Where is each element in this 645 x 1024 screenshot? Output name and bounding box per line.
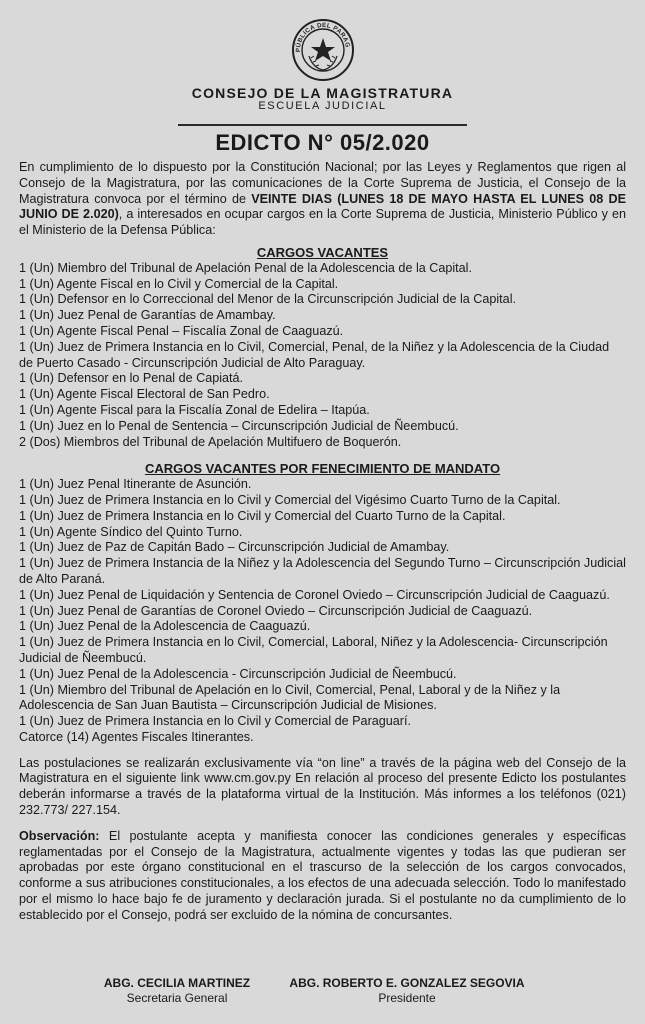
observacion-text: El postulante acepta y manifiesta conocer las condiciones generales y específicas reglamentadas por el Consejo de la Magistratura, actualmente vigentes y todas las que pudieran ser aprobadas por este órgano constitucional en el trascurso de la selección de los cargos convocados, conforme a sus atribuciones constitucionales, a los efectos de una adecuada selección. Todo lo manifestado por el mismo lo hace bajo fe de juramento y declaración jurada. Si el postulante no da cumplimiento de lo establecido por el Consejo, podrá ser excluido de la nómina de concursantes. [19, 828, 626, 922]
intro-text-start: En cumplimiento de lo dispuesto por la Constitución Nacional; por las Leyes y Reglamentos que rigen al Consejo de la Magistratura, por las comunicaciones de la Corte Suprema de Justicia, el Consejo de la Magistratura convoca por el término de [19, 160, 626, 206]
vacantes-mandato-title: CARGOS VACANTES POR FENECIMIENTO DE MANDATO [144, 461, 501, 477]
postulaciones-paragraph: Las postulaciones se realizarán exclusivamente vía “on line” a través de la página web del Consejo de la Magistratura en el siguiente link www.cm.gov.py En relación al proceso del presente Edicto los postulantes deberán informarse a través de la plataforma virtual de la Institución. Más informes a los teléfonos (021) 232.773/ 227.154. [19, 755, 626, 818]
list-item: 1 (Un) Defensor en lo Correccional del Menor de la Circunscripción Judicial de la Capital. [19, 292, 516, 307]
observacion-label: Observación: [19, 828, 100, 843]
list-item: 1 (Un) Miembro del Tribunal de Apelación en lo Civil, Comercial, Penal, Laboral y de la Niñez y la Adolescencia de San Juan Bautista – Circunscripción Judicial de Misiones. [19, 682, 561, 713]
republic-seal-icon [291, 18, 355, 82]
signature-secretary [82, 976, 272, 1005]
list-item: 1 (Un) Defensor en lo Penal de Capiatá. [19, 371, 244, 386]
signature-role: Presidente [378, 991, 436, 1005]
list-item: 1 (Un) Juez Penal de Garantías de Coronel Oviedo – Circunscripción Judicial de Caaguazú. [19, 603, 533, 618]
signature-name: ABG. ROBERTO E. GONZALEZ SEGOVIA [289, 976, 525, 990]
header-divider [178, 124, 467, 126]
signature-name: ABG. CECILIA MARTINEZ [103, 976, 251, 990]
list-item: 1 (Un) Agente Síndico del Quinto Turno. [19, 524, 243, 539]
list-item: 1 (Un) Juez Penal Itinerante de Asunción. [19, 477, 252, 492]
vacantes-title: CARGOS VACANTES [256, 244, 389, 260]
edict-title: EDICTO N° 05/2.020 [215, 130, 430, 155]
organization-division: ESCUELA JUDICIAL [258, 100, 387, 112]
list-item: Catorce (14) Agentes Fiscales Itinerantes. [19, 729, 254, 744]
vacantes-list [19, 261, 626, 451]
list-item: 1 (Un) Juez de Primera Instancia en lo Civil y Comercial de Paraguarí. [19, 714, 411, 729]
list-item: 1 (Un) Juez Penal de la Adolescencia - Circunscripción Judicial de Ñeembucú. [19, 666, 457, 681]
list-item: 1 (Un) Agente Fiscal para la Fiscalía Zonal de Edelira – Itapúa. [19, 402, 370, 417]
list-item: 1 (Un) Juez de Primera Instancia en lo Civil y Comercial del Vigésimo Cuarto Turno de la Capital. [19, 492, 561, 507]
list-item: 1 (Un) Agente Fiscal Electoral de San Pedro. [19, 387, 270, 402]
list-item: 1 (Un) Miembro del Tribunal de Apelación Penal de la Adolescencia de la Capital. [19, 260, 472, 275]
signature-role: Secretaria General [126, 991, 228, 1005]
list-item: 1 (Un) Agente Fiscal Penal – Fiscalía Zonal de Caaguazú. [19, 323, 344, 338]
list-item: 1 (Un) Juez Penal de Liquidación y Sentencia de Coronel Oviedo – Circunscripción Judicial de Caaguazú. [19, 587, 610, 602]
seal-text: PÚBLICA DEL PARAG [294, 21, 351, 53]
edict-body [19, 160, 626, 924]
intro-paragraph [19, 160, 626, 239]
list-item: 1 (Un) Juez de Primera Instancia en lo Civil, Comercial, Laboral, Niñez y la Adolescencia- Circunscripción Judicial de Ñeembucú. [19, 635, 608, 665]
observacion-paragraph [19, 829, 626, 924]
list-item: 1 (Un) Juez de Primera Instancia en lo Civil, Comercial, Penal, de la Niñez y la Adolescencia de la Ciudad de Puerto Casado - Circunscripción Judicial de Alto Paraguay. [19, 339, 610, 370]
list-item: 2 (Dos) Miembros del Tribunal de Apelación Multifuero de Boquerón. [19, 434, 402, 449]
list-item: 1 (Un) Juez Penal de la Adolescencia de Caaguazú. [19, 619, 311, 634]
list-item: 1 (Un) Juez Penal de Garantías de Amambay. [19, 308, 276, 323]
intro-text-end: , a interesados en ocupar cargos en la Corte Suprema de Justicia, Ministerio Público y en el Ministerio de la Defensa Pública: [19, 207, 626, 238]
list-item: 1 (Un) Juez en lo Penal de Sentencia – Circunscripción Judicial de Ñeembucú. [19, 418, 459, 433]
list-item: 1 (Un) Juez de Primera Instancia de la Niñez y la Adolescencia del Segundo Turno – Circunscripción Judicial de Alto Paraná. [19, 556, 626, 586]
vacantes-mandato-list [19, 477, 626, 746]
intro-deadline: VEINTE DIAS (LUNES 18 DE MAYO HASTA EL LUNES 08 DE JUNIO DE 2.020) [19, 191, 626, 222]
list-item: 1 (Un) Juez de Primera Instancia en lo Civil y Comercial del Cuarto Turno de la Capital. [19, 508, 506, 523]
list-item: 1 (Un) Juez de Paz de Capitán Bado – Circunscripción Judicial de Amambay. [19, 540, 450, 555]
organization-name: CONSEJO DE LA MAGISTRATURA [191, 85, 454, 101]
list-item: 1 (Un) Agente Fiscal en lo Civil y Comercial de la Capital. [19, 276, 339, 291]
signature-president [282, 976, 532, 1005]
